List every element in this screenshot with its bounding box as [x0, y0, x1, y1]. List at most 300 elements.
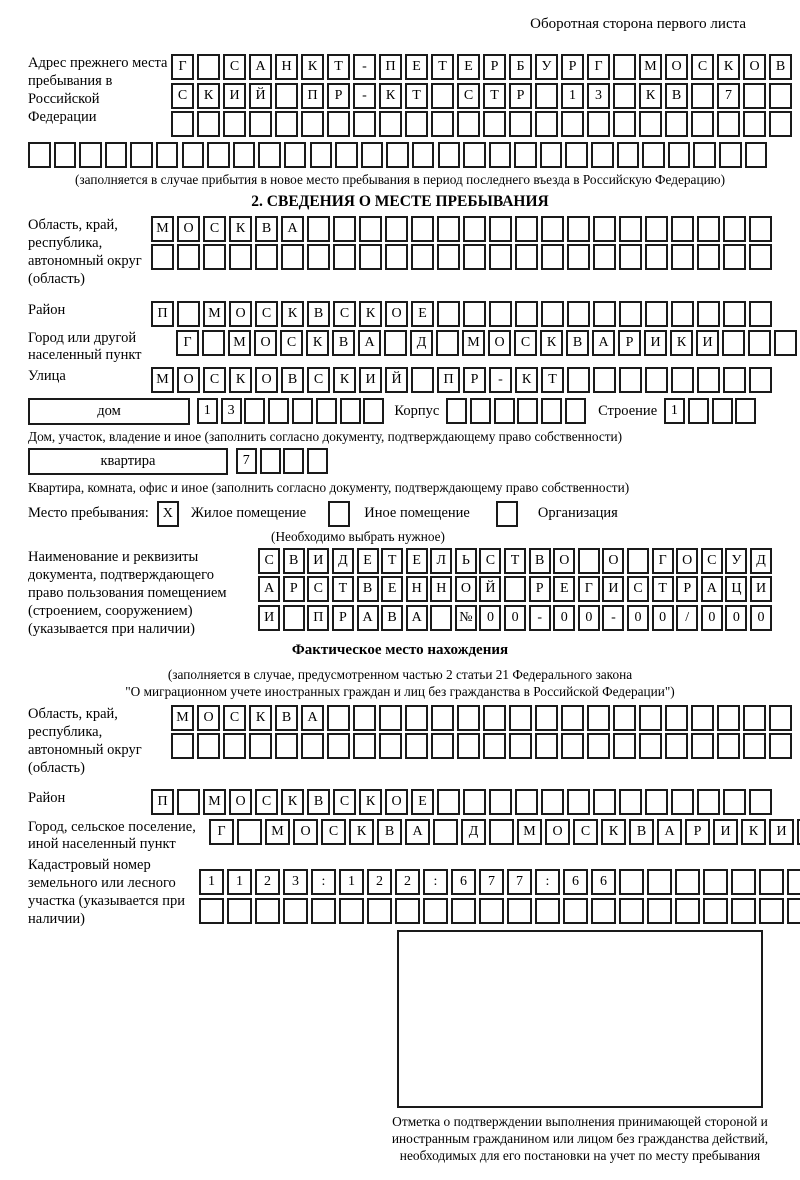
char-cell: [307, 448, 328, 474]
char-cell: [171, 111, 194, 137]
char-cell: Т: [504, 548, 526, 574]
char-cell: С: [457, 83, 480, 109]
char-cell: О: [743, 54, 766, 80]
char-cell: К: [359, 789, 382, 815]
char-cell: [697, 216, 720, 242]
char-grid-row: [148, 367, 772, 393]
char-cell: [749, 367, 772, 393]
char-cell: [731, 869, 756, 895]
char-cell: [675, 898, 700, 924]
char-cell: В: [307, 301, 330, 327]
char-cell: В: [665, 83, 688, 109]
char-cell: [327, 705, 350, 731]
char-cell: М: [639, 54, 662, 80]
stay-type-note: (Необходимо выбрать нужное): [271, 528, 445, 544]
char-cell: В: [283, 548, 305, 574]
char-cell: [353, 111, 376, 137]
char-cell: [249, 111, 272, 137]
korpus-cells: [443, 398, 586, 424]
char-cell: [717, 111, 740, 137]
char-cell: Т: [332, 576, 354, 602]
house-row: [28, 398, 772, 425]
char-grid-row: [168, 733, 792, 759]
char-cell: 7: [479, 869, 504, 895]
char-cell: [535, 705, 558, 731]
actual-district-block: [28, 789, 772, 818]
char-cell: [361, 142, 384, 168]
char-cell: [483, 733, 506, 759]
char-cell: [446, 398, 467, 424]
char-cell: [722, 330, 745, 356]
char-cell: Б: [509, 54, 532, 80]
char-cell: [411, 367, 434, 393]
stay-type-row: [28, 500, 772, 528]
char-cell: [735, 398, 756, 424]
char-cell: [769, 83, 792, 109]
char-cell: [723, 216, 746, 242]
char-grid-row: [173, 330, 797, 356]
char-cell: [437, 789, 460, 815]
char-cell: Й: [385, 367, 408, 393]
char-cell: Д: [410, 330, 433, 356]
stamp-note: Отметка о подтверждении выполнения принимающей стороной и иностранным гражданином или лицом без гражданства действий, необходимых для его постановки на учет по месту пребывания: [391, 1114, 769, 1163]
char-cell: [675, 869, 700, 895]
char-cell: Ь: [455, 548, 477, 574]
char-cell: О: [602, 548, 624, 574]
char-cell: 0: [750, 605, 772, 631]
char-cell: [281, 244, 304, 270]
char-cell: [177, 301, 200, 327]
char-cell: С: [203, 216, 226, 242]
char-cell: [479, 898, 504, 924]
char-cell: Т: [327, 54, 350, 80]
char-cell: К: [229, 216, 252, 242]
char-cell: [723, 301, 746, 327]
char-cell: [430, 605, 452, 631]
actual-location-note-2: "О миграционном учете иностранных граждан и лиц без гражданства в Российской Федерации"): [125, 683, 675, 699]
char-cell: [438, 142, 461, 168]
document-grid: [256, 548, 772, 634]
char-cell: [379, 705, 402, 731]
char-cell: [244, 398, 265, 424]
char-cell: [787, 898, 800, 924]
char-cell: [567, 367, 590, 393]
char-cell: 0: [701, 605, 723, 631]
char-cell: [451, 898, 476, 924]
char-grid-row: [168, 54, 792, 80]
char-cell: А: [357, 605, 379, 631]
char-cell: [749, 216, 772, 242]
cadastral-block: [28, 856, 772, 928]
char-cell: 0: [504, 605, 526, 631]
char-cell: [563, 898, 588, 924]
char-cell: [457, 705, 480, 731]
char-cell: [229, 244, 252, 270]
char-cell: [310, 142, 333, 168]
char-cell: [743, 83, 766, 109]
char-cell: [665, 705, 688, 731]
char-cell: [697, 789, 720, 815]
char-cell: [774, 330, 797, 356]
char-cell: [268, 398, 289, 424]
char-cell: И: [307, 548, 329, 574]
char-cell: А: [405, 819, 430, 845]
char-cell: [541, 398, 562, 424]
char-cell: №: [455, 605, 477, 631]
section2-title: 2. СВЕДЕНИЯ О МЕСТЕ ПРЕБЫВАНИЯ: [251, 192, 549, 210]
char-cell: [691, 733, 714, 759]
char-cell: К: [540, 330, 563, 356]
char-cell: Р: [618, 330, 641, 356]
char-cell: 7: [507, 869, 532, 895]
char-cell: [787, 869, 800, 895]
char-cell: [671, 301, 694, 327]
char-cell: [437, 301, 460, 327]
char-cell: -: [353, 83, 376, 109]
street-label: Улица: [28, 368, 66, 384]
char-cell: К: [301, 54, 324, 80]
char-cell: [665, 733, 688, 759]
char-cell: [431, 83, 454, 109]
char-cell: [535, 733, 558, 759]
char-cell: [255, 898, 280, 924]
house-box-label: дом: [28, 398, 190, 425]
char-cell: [301, 733, 324, 759]
char-cell: С: [514, 330, 537, 356]
city-label: Город или другой населенный пункт: [28, 330, 142, 363]
char-cell: [541, 301, 564, 327]
char-cell: [613, 54, 636, 80]
char-cell: И: [602, 576, 624, 602]
char-cell: 7: [236, 448, 257, 474]
char-cell: К: [249, 705, 272, 731]
district-label: Район: [28, 301, 66, 318]
char-cell: [717, 733, 740, 759]
char-cell: М: [171, 705, 194, 731]
char-cell: /: [676, 605, 698, 631]
char-cell: [177, 789, 200, 815]
char-cell: Д: [750, 548, 772, 574]
char-cell: [275, 83, 298, 109]
char-cell: С: [255, 301, 278, 327]
char-cell: [688, 398, 709, 424]
char-grid-row: [256, 576, 772, 602]
char-cell: [340, 398, 361, 424]
char-cell: [379, 111, 402, 137]
char-cell: [743, 733, 766, 759]
char-cell: С: [223, 54, 246, 80]
char-cell: [515, 789, 538, 815]
char-cell: [227, 898, 252, 924]
registration-stamp-box: [397, 930, 763, 1108]
char-cell: К: [515, 367, 538, 393]
char-cell: [561, 733, 584, 759]
char-cell: К: [281, 789, 304, 815]
char-cell: [412, 142, 435, 168]
char-cell: [367, 898, 392, 924]
char-cell: [483, 705, 506, 731]
char-cell: [509, 733, 532, 759]
char-cell: [645, 244, 668, 270]
char-cell: М: [151, 216, 174, 242]
char-cell: [197, 111, 220, 137]
char-cell: А: [249, 54, 272, 80]
char-cell: [749, 301, 772, 327]
char-cell: [105, 142, 128, 168]
char-cell: [565, 142, 588, 168]
char-cell: П: [307, 605, 329, 631]
char-cell: [619, 367, 642, 393]
char-cell: [743, 705, 766, 731]
char-cell: С: [333, 789, 356, 815]
char-cell: [723, 367, 746, 393]
char-cell: [515, 301, 538, 327]
char-cell: [353, 733, 376, 759]
char-cell: [171, 733, 194, 759]
char-grid-row: [168, 111, 792, 137]
char-cell: [697, 367, 720, 393]
char-cell: [697, 301, 720, 327]
char-cell: [703, 898, 728, 924]
char-cell: [619, 789, 642, 815]
char-cell: А: [701, 576, 723, 602]
char-cell: [587, 111, 610, 137]
char-cell: [619, 216, 642, 242]
char-cell: [327, 733, 350, 759]
char-cell: О: [488, 330, 511, 356]
region-label: Область, край, республика, автономный округ (область): [28, 216, 142, 287]
char-cell: И: [696, 330, 719, 356]
char-cell: [759, 898, 784, 924]
char-cell: [578, 548, 600, 574]
char-cell: 3: [587, 83, 610, 109]
stroenie-label: Строение: [598, 402, 658, 419]
char-cell: А: [406, 605, 428, 631]
char-cell: [748, 330, 771, 356]
char-cell: С: [255, 789, 278, 815]
char-cell: Е: [406, 548, 428, 574]
char-cell: [627, 548, 649, 574]
char-cell: Т: [652, 576, 674, 602]
char-cell: И: [223, 83, 246, 109]
char-cell: О: [255, 367, 278, 393]
char-cell: [333, 216, 356, 242]
char-cell: [541, 789, 564, 815]
char-cell: 1: [199, 869, 224, 895]
char-cell: [619, 869, 644, 895]
char-cell: [489, 244, 512, 270]
char-cell: [693, 142, 716, 168]
char-cell: [385, 244, 408, 270]
char-cell: [233, 142, 256, 168]
char-cell: В: [566, 330, 589, 356]
option-label-organizatsiya: Организация: [537, 505, 618, 521]
char-cell: [587, 705, 610, 731]
char-cell: Е: [381, 576, 403, 602]
char-grid-row: [148, 301, 772, 327]
char-cell: [647, 869, 672, 895]
char-cell: [749, 789, 772, 815]
char-cell: О: [455, 576, 477, 602]
char-cell: Т: [405, 83, 428, 109]
option-label-zhiloe: Жилое помещение: [190, 505, 307, 521]
char-cell: [619, 244, 642, 270]
checkbox-organizatsiya: [496, 501, 518, 527]
house-number-cells: [194, 398, 384, 424]
char-cell: [565, 398, 586, 424]
char-cell: 0: [652, 605, 674, 631]
char-cell: [423, 898, 448, 924]
char-cell: А: [258, 576, 280, 602]
char-cell: [359, 216, 382, 242]
char-cell: С: [280, 330, 303, 356]
char-cell: [311, 898, 336, 924]
char-cell: Т: [483, 83, 506, 109]
char-grid-row: [148, 244, 772, 270]
char-cell: [509, 705, 532, 731]
char-cell: К: [306, 330, 329, 356]
char-cell: А: [358, 330, 381, 356]
char-cell: [457, 733, 480, 759]
document-label: Наименование и реквизиты документа, подтверждающего право пользования помещением (строением, сооружением) (указывается при наличии): [28, 548, 227, 637]
char-cell: [405, 111, 428, 137]
char-cell: [613, 705, 636, 731]
char-cell: Й: [479, 576, 501, 602]
char-cell: [647, 898, 672, 924]
char-cell: [431, 733, 454, 759]
char-cell: В: [275, 705, 298, 731]
char-cell: [691, 705, 714, 731]
char-cell: П: [151, 789, 174, 815]
char-cell: Р: [332, 605, 354, 631]
char-cell: 2: [255, 869, 280, 895]
char-cell: [79, 142, 102, 168]
char-cell: [613, 733, 636, 759]
char-cell: [723, 244, 746, 270]
char-cell: М: [203, 789, 226, 815]
char-cell: Н: [275, 54, 298, 80]
char-cell: [385, 216, 408, 242]
char-cell: [541, 244, 564, 270]
char-cell: [283, 605, 305, 631]
char-cell: О: [545, 819, 570, 845]
stroenie-cells: [661, 398, 756, 424]
char-cell: [292, 398, 313, 424]
char-cell: С: [258, 548, 280, 574]
char-cell: [723, 789, 746, 815]
char-cell: [759, 869, 784, 895]
char-cell: [151, 244, 174, 270]
char-cell: [379, 733, 402, 759]
char-cell: С: [701, 548, 723, 574]
char-cell: [237, 819, 262, 845]
char-cell: [561, 111, 584, 137]
char-cell: [283, 898, 308, 924]
actual-city-block: [28, 819, 787, 853]
char-cell: [197, 733, 220, 759]
char-cell: К: [197, 83, 220, 109]
char-cell: Г: [578, 576, 600, 602]
char-cell: [249, 733, 272, 759]
char-cell: [665, 111, 688, 137]
char-cell: Р: [676, 576, 698, 602]
char-cell: А: [301, 705, 324, 731]
actual-region-block: [28, 705, 772, 777]
char-cell: К: [717, 54, 740, 80]
char-cell: [363, 398, 384, 424]
char-cell: [671, 244, 694, 270]
char-cell: [489, 142, 512, 168]
char-cell: [199, 898, 224, 924]
char-cell: :: [423, 869, 448, 895]
char-grid-row: [148, 789, 772, 815]
char-cell: О: [177, 216, 200, 242]
char-cell: [437, 216, 460, 242]
char-cell: Д: [332, 548, 354, 574]
char-cell: [671, 789, 694, 815]
char-cell: С: [573, 819, 598, 845]
char-cell: С: [627, 576, 649, 602]
char-cell: К: [670, 330, 693, 356]
apartment-note: Квартира, комната, офис и иное (заполнить согласно документу, подтверждающему право собственности): [28, 479, 630, 495]
char-cell: [130, 142, 153, 168]
char-cell: 0: [627, 605, 649, 631]
char-cell: Т: [431, 54, 454, 80]
char-cell: [182, 142, 205, 168]
char-cell: [275, 733, 298, 759]
char-cell: В: [529, 548, 551, 574]
char-cell: В: [307, 789, 330, 815]
prev-address-block: [28, 54, 786, 140]
char-cell: [203, 244, 226, 270]
char-cell: С: [333, 301, 356, 327]
char-cell: О: [293, 819, 318, 845]
korpus-label: Корпус: [394, 402, 440, 419]
char-cell: [591, 898, 616, 924]
char-cell: [431, 111, 454, 137]
char-cell: П: [301, 83, 324, 109]
char-cell: Г: [209, 819, 234, 845]
char-cell: [769, 733, 792, 759]
char-cell: Р: [529, 576, 551, 602]
char-cell: 1: [227, 869, 252, 895]
char-cell: [489, 819, 514, 845]
char-cell: [483, 111, 506, 137]
char-cell: Р: [327, 83, 350, 109]
char-cell: [769, 705, 792, 731]
char-cell: [619, 898, 644, 924]
char-cell: 2: [367, 869, 392, 895]
char-cell: М: [228, 330, 251, 356]
char-cell: [457, 111, 480, 137]
char-cell: [639, 111, 662, 137]
char-cell: [691, 83, 714, 109]
char-cell: [613, 111, 636, 137]
char-cell: О: [553, 548, 575, 574]
char-cell: [567, 216, 590, 242]
char-grid-row: [206, 819, 800, 845]
char-cell: [339, 898, 364, 924]
char-cell: П: [151, 301, 174, 327]
char-cell: [463, 142, 486, 168]
char-cell: Г: [176, 330, 199, 356]
char-cell: С: [479, 548, 501, 574]
char-cell: Р: [685, 819, 710, 845]
char-cell: 1: [664, 398, 685, 424]
char-cell: [463, 789, 486, 815]
char-cell: [645, 216, 668, 242]
char-cell: Е: [405, 54, 428, 80]
